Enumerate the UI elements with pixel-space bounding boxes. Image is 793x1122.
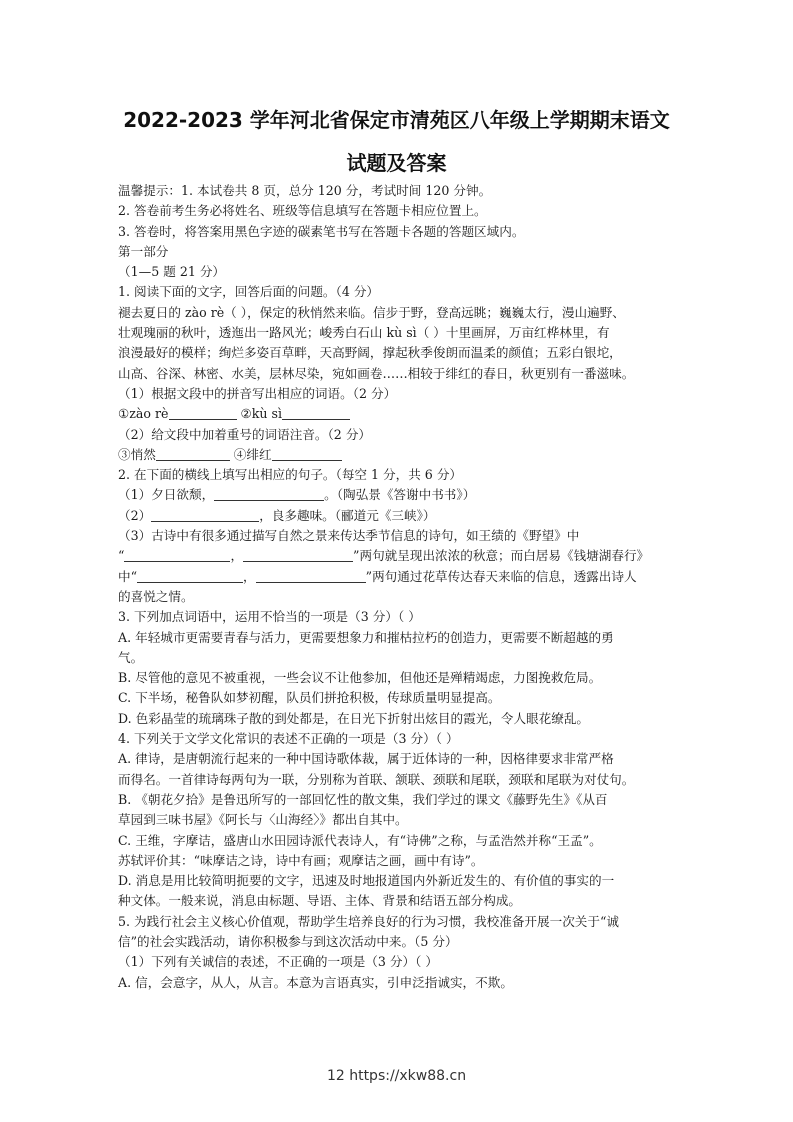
note-1: 温馨提示：1. 本试卷共 8 页，总分 120 分，考试时间 120 分钟。 <box>118 183 492 198</box>
q2-item-3-comma-1: ， <box>230 548 244 564</box>
q2-item-3-blank-2[interactable] <box>243 547 353 562</box>
q2-item-2 <box>118 506 678 526</box>
q1-answer-3-label: ③悄然 <box>118 446 156 462</box>
q2-item-1-prefix: （1）夕日欲颓， <box>118 487 215 503</box>
q2-item-3-text-2: ”两句通过花草传达春天来临的信息，透露出诗人 <box>365 568 637 584</box>
q2-item-2-source: ，良多趣味。（郦道元《三峡》） <box>259 507 436 523</box>
q2-item-3-blank-4[interactable] <box>256 568 366 583</box>
q1-answer-4-blank[interactable] <box>272 446 342 461</box>
q2-item-3-comma-2: ， <box>243 568 256 584</box>
q4-option-d-line-2: 种文体。一般来说，消息由标题、导语、主体、背景和结语五部分构成。 <box>118 893 521 909</box>
q2-item-1-blank[interactable] <box>214 486 324 501</box>
q2-item-3-quote-open-2: 中“ <box>118 568 138 584</box>
part-label: 第一部分 <box>118 243 169 259</box>
q1-answer-row-1 <box>118 404 678 424</box>
q4-option-a-line-1: A. 律诗，是唐朝流行起来的一种中国诗歌体裁，属于近体诗的一种，因格律要求非常严格 <box>118 751 614 767</box>
q1-answer-row-2 <box>118 445 678 465</box>
page-footer: 12 https://xkw88.cn <box>326 1068 467 1084</box>
q2-item-3-line-1: （3）古诗中有很多通过描写自然之景来传达季节信息的诗句，如王绩的《野望》中 <box>118 528 580 544</box>
q4-option-c-line-2: 苏轼评价其：“味摩诘之诗，诗中有画；观摩诘之画，画中有诗”。 <box>118 852 484 868</box>
document-body <box>118 181 678 993</box>
q2-stem: 2. 在下面的横线上填写出相应的句子。（每空 1 分，共 6 分） <box>118 467 463 483</box>
q4-option-a-line-2: 而得名。一首律诗每两句为一联，分别称为首联、颔联、颈联和尾联，颈联和尾联为对仗句。 <box>118 771 635 787</box>
q5-stem-line-1: 5. 为践行社会主义核心价值观，帮助学生培养良好的行为习惯，我校准备开展一次关于“诚 <box>118 913 620 929</box>
q1-answer-2-label: ②kù sì <box>240 406 283 422</box>
q1-sub-1: （1）根据文段中的拼音写出相应的词语。（2 分） <box>118 385 397 401</box>
q5-sub-1: （1）下列有关诚信的表述，不正确的一项是（3 分）（ ） <box>118 954 438 970</box>
q3-option-b: B. 尽管他的意见不被重视，一些会议不让他参加，但他还是殚精竭虑，力图挽救危局。 <box>118 670 602 686</box>
q2-item-2-blank[interactable] <box>151 507 259 522</box>
q1-passage-line-4: 山高、谷深、林密、水美，层林尽染，宛如画卷……相较于绯红的春日，秋更别有一番滋味。 <box>118 365 635 381</box>
q3-option-a-line-1: A. 年轻城市更需要青春与活力，更需要想象力和摧枯拉朽的创造力，更需要不断超越的勇 <box>118 629 614 645</box>
q5-stem-line-2: 信”的社会实践活动，请你积极参与到这次活动中来。（5 分） <box>118 933 458 949</box>
q1-passage-line-3: 浪漫最好的模样；绚烂多姿百草畔，天高野阔，撑起秋季俊朗而温柔的颜值；五彩白银坨， <box>118 345 622 361</box>
q4-option-d-line-1: D. 消息是用比较简明扼要的文字，迅速及时地报道国内外新近发生的、有价值的事实的一 <box>118 873 615 889</box>
q3-stem: 3. 下列加点词语中，运用不恰当的一项是（3 分）（ ） <box>118 609 421 625</box>
q2-item-3-quote-open: “ <box>118 548 125 564</box>
q2-item-1-source: 。（陶弘景《答谢中书书》） <box>324 487 476 503</box>
q1-answer-3-blank[interactable] <box>156 446 230 461</box>
q1-answer-2-blank[interactable] <box>282 405 350 420</box>
q2-item-2-prefix: （2） <box>118 507 152 523</box>
q3-option-a-line-2: 气。 <box>118 649 144 665</box>
q3-option-d: D. 色彩晶莹的琉璃珠子散的到处都是，在日光下折射出炫目的霞光，令人眼花缭乱。 <box>118 710 590 726</box>
note-2: 2. 答卷前考生务必将姓名、班级等信息填写在答题卡相应位置上。 <box>118 203 487 219</box>
q2-item-3-blank-1[interactable] <box>124 547 230 562</box>
page-title-line-2: 试题及答案 <box>346 151 447 175</box>
q4-option-b-line-2: 草园到三味书屋》《阿长与〈山海经〉》都出自其中。 <box>118 812 408 828</box>
q3-option-c: C. 下半场，秘鲁队如梦初醒，队员们拼抢积极，传球质量明显提高。 <box>118 690 501 706</box>
q4-option-c-line-1: C. 王维，字摩诘，盛唐山水田园诗派代表诗人，有“诗佛”之称，与孟浩然并称“王孟”。 <box>118 832 602 848</box>
q4-option-b-line-1: B. 《朝花夕拾》是鲁迅所写的一部回忆性的散文集，我们学过的课文《藤野先生》《从百 <box>118 791 608 807</box>
q1-answer-4-label: ④绯红 <box>233 446 272 462</box>
page-title-line-1: 2022-2023 学年河北省保定市清苑区八年级上学期期末语文 <box>123 108 670 132</box>
q1-stem: 1. 阅读下面的文字，回答后面的问题。（4 分） <box>118 284 380 300</box>
note-3: 3. 答卷时，将答案用黑色字迹的碳素笔书写在答题卡各题的答题区域内。 <box>118 223 525 239</box>
part-range: （1—5 题 21 分） <box>118 264 226 280</box>
q4-stem: 4. 下列关于文学文化常识的表述不正确的一项是（3 分）（ ） <box>118 731 459 747</box>
q2-item-3-blank-3[interactable] <box>137 568 243 583</box>
q2-item-3-line-3 <box>118 567 678 587</box>
q1-answer-1-label: ①zào rè <box>118 406 169 422</box>
q2-item-3-text-1: ”两句就呈现出浓浓的秋意；而白居易《钱塘湖春行》 <box>353 548 650 564</box>
q1-passage-line-2: 壮观瑰丽的秋叶，透迤出一路风光；峻秀白石山 kù sì（ ）十里画屏，万亩红桦林里，有 <box>118 325 610 341</box>
q2-item-3-line-2 <box>118 546 678 566</box>
q2-item-3-line-4: 的喜悦之情。 <box>118 588 194 604</box>
q1-answer-1-blank[interactable] <box>169 405 237 420</box>
q5-option-a: A. 信，会意字，从人，从言。本意为言语真实，引申泛指诚实，不欺。 <box>118 974 513 990</box>
q1-passage-line-1: 褪去夏日的 zào rè（ ），保定的秋悄然来临。信步于野，登高远眺；巍巍太行，漫山遍野、 <box>118 304 625 320</box>
q1-sub-2: （2）给文段中加着重号的词语注音。（2 分） <box>118 426 372 442</box>
q2-item-1 <box>118 485 678 505</box>
